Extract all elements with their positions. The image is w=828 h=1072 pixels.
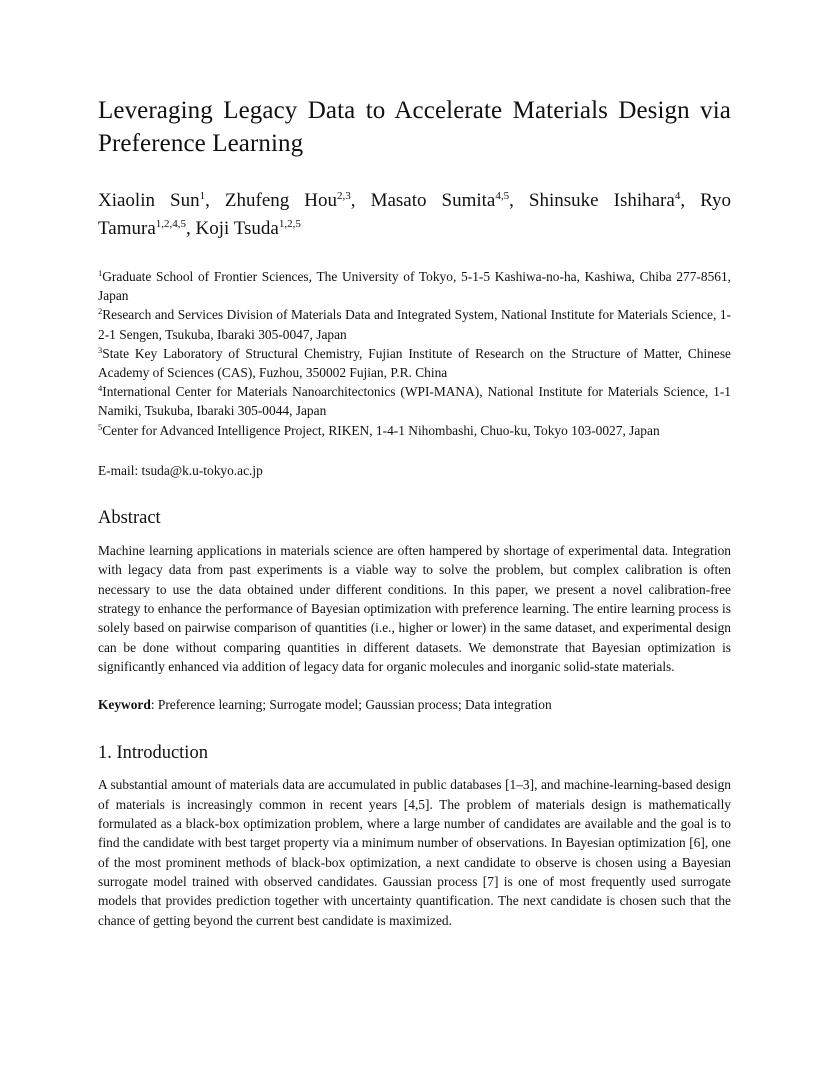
author [98,190,225,211]
author [529,190,700,211]
author-affiliation-marker: 4,5 [495,190,510,202]
title-line-1: Leveraging Legacy Data to Accelerate Materials Design via [98,97,731,124]
keyword-label: Keyword [98,697,151,713]
affiliation-text: State Key Laboratory of Structural Chemistry, Fujian Institute of Research on the Structure of Matter, Chinese Academy of Sciences (CAS), Fuzhou, 350002 Fujian, P.R. China [98,345,731,381]
author-name: Shinsuke Ishihara [528,190,675,211]
author [371,190,529,211]
keywords [98,695,731,714]
affiliation-marker: 5 [98,421,103,432]
author-name: Koji Tsuda [195,218,279,239]
introduction-heading: 1. Introduction [98,743,208,764]
affiliation-marker: 4 [98,383,103,394]
author-name: Ryo Tamura [98,190,732,239]
affiliation [98,267,731,305]
affiliation [98,305,731,343]
contact-email: E-mail: tsuda@k.u-tokyo.ac.jp [98,462,263,478]
affiliation-text: International Center for Materials Nanoarchitectonics (WPI-MANA), National Institute for Materials Science, 1-1 Namiki, Tsukuba, Ibaraki 305-0044, Japan [98,384,731,419]
paper-title [98,94,731,160]
author-affiliation-marker: 2,3 [337,190,351,202]
author-affiliation-marker: 4 [674,190,681,202]
author-separator: , [350,190,371,211]
abstract-heading: Abstract [98,507,161,528]
author-separator: , [680,190,701,211]
introduction-text: A substantial amount of materials data are accumulated in public databases [1–3], and machine-learning-based design of materials is increasingly common in recent years [4,5]. The problem of materials design is mathematically formulated as a black-box optimization problem, where a large number of candidates are available and the goal is to find the candidate with best target property via a minimum number of observations. In Bayesian optimization [6], one of the most prominent methods of black-box optimization, a next candidate to observe is chosen using a Bayesian surrogate model trained with observed candidates. Gaussian process [7] is one of most frequently used surrogate models that provides prediction together with uncertainty quantification. The next candidate is chosen such that the chance of getting beyond the current best candidate is maximized. [98,777,731,928]
affiliation-text: Graduate School of Frontier Sciences, The University of Tokyo, 5-1-5 Kashiwa-no-ha, Kashiwa, Chiba 277-8561, Japan [98,269,731,304]
affiliation-marker: 3 [98,344,103,355]
abstract-text: Machine learning applications in materials science are often hampered by shortage of experimental data. Integration with legacy data from past experiments is a viable way to solve the problem, but complex calibration is often necessary to use the data obtained under different conditions. In this paper, we present a novel calibration-free strategy to enhance the performance of Bayesian optimization with preference learning. The entire learning process is solely based on pairwise comparison of quantities (i.e., higher or lower) in the same dataset, and experimental design can be done without comparing quantities in different datasets. We demonstrate that Bayesian optimization is significantly enhanced via addition of legacy data for organic molecules and inorganic solid-state materials. [98,542,731,674]
author-list [98,187,731,243]
author-name: Zhufeng Hou [224,190,338,211]
affiliation [98,344,731,382]
title-line-2: Preference Learning [98,130,304,157]
author-affiliation-marker: 1,2,4,5 [155,218,187,230]
keyword-list: : Preference learning; Surrogate model; Gaussian process; Data integration [150,697,552,713]
author [196,218,301,239]
affiliation-list [98,267,731,440]
author-name: Xiaolin Sun [98,190,200,211]
affiliation-text: Research and Services Division of Materials Data and Integrated System, National Institute for Materials Science, 1-2-1 Sengen, Tsukuba, Ibaraki 305-0047, Japan [98,307,731,342]
affiliation-marker: 1 [98,268,103,278]
paper-content [98,94,731,930]
author-affiliation-marker: 1,2,5 [278,218,301,230]
author-affiliation-marker: 1 [199,190,206,202]
affiliation-marker: 2 [98,306,103,317]
affiliation [98,421,731,440]
author-name: Masato Sumita [370,190,496,211]
author-separator: , [205,190,225,211]
affiliation-text: Center for Advanced Intelligence Project, RIKEN, 1-4-1 Nihombashi, Chuo-ku, Tokyo 103-0027, Japan [102,422,660,438]
affiliation [98,382,731,420]
author [225,190,371,211]
author-separator: , [509,190,529,211]
author-separator: , [186,218,196,239]
